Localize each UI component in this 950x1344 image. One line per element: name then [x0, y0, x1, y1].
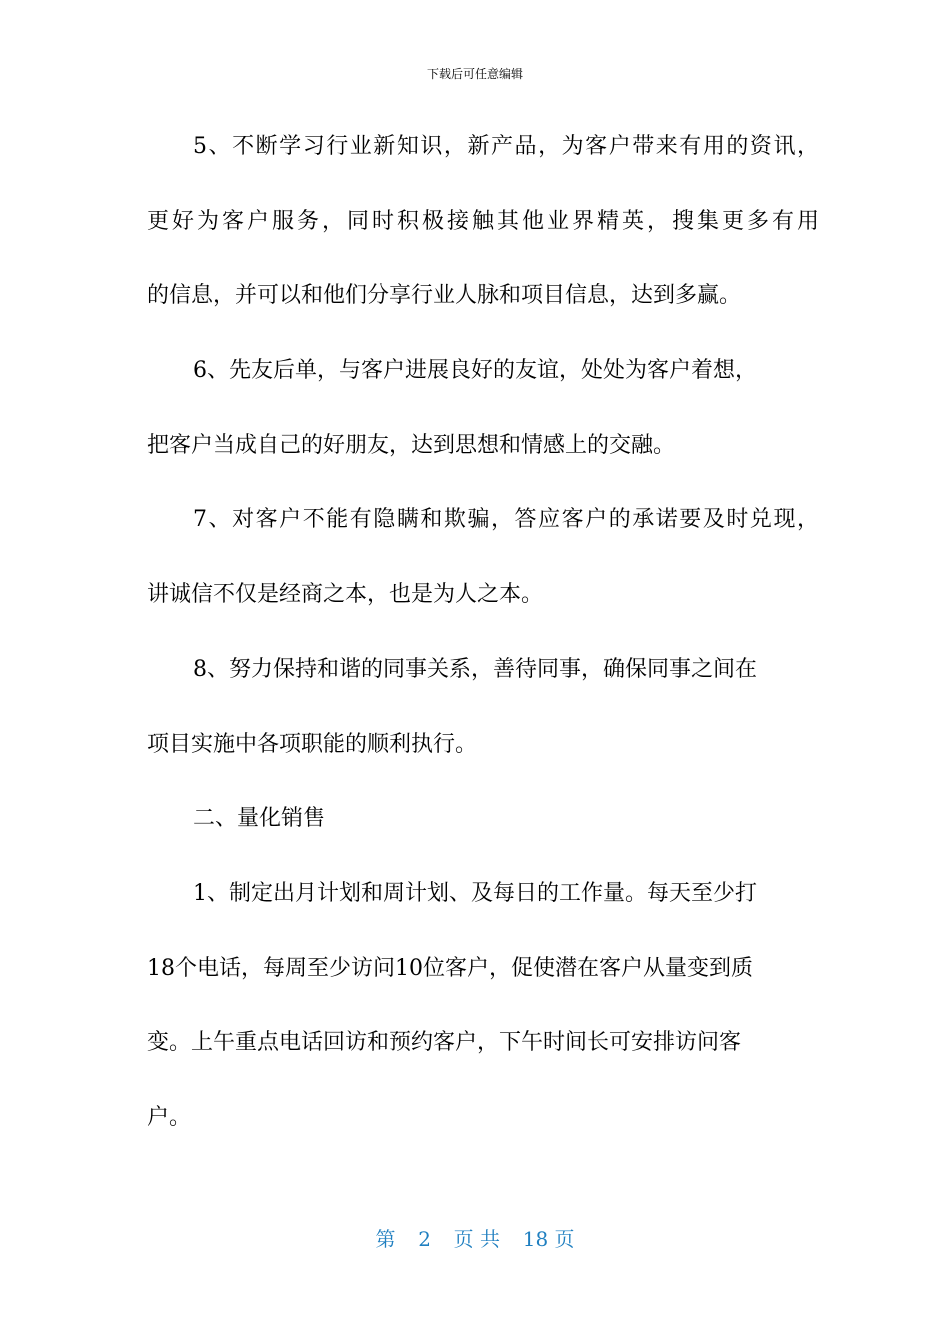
page-label-mid: 页 共 [453, 1227, 500, 1251]
paragraph-line: 项目实施中各项职能的顺利执行。 [147, 731, 478, 757]
page-label-prefix: 第 [375, 1227, 396, 1251]
paragraph-line: 讲诚信不仅是经商之本，也是为人之本。 [147, 582, 544, 608]
section-heading: 二、量化销售 [193, 806, 326, 832]
paragraph-line: 变。上午重点电话回访和预约客户，下午时间长可安排访问客 [147, 1030, 742, 1056]
paragraph-line: 把客户当成自己的好朋友，达到思想和情感上的交融。 [147, 432, 676, 458]
paragraph-line: 户。 [147, 1104, 192, 1130]
paragraph-line: 8、努力保持和谐的同事关系，善待同事，确保同事之间在 [193, 656, 757, 682]
paragraph-line: 6、先友后单，与客户进展良好的友谊，处处为客户着想， [193, 358, 757, 384]
paragraph-line: 5、不断学习行业新知识，新产品，为客户带来有用的资讯， [193, 134, 819, 159]
paragraph-line: 7、对客户不能有隐瞒和欺骗，答应客户的承诺要及时兑现， [193, 507, 819, 533]
paragraph-line: 18个电话，每周至少访问10位客户，促使潜在客户从量变到质 [147, 955, 753, 981]
paragraph-line: 更好为客户服务，同时积极接触其他业界精英，搜集更多有用 [147, 208, 819, 234]
total-pages-number: 18 [522, 1227, 549, 1251]
paragraph-line: 的信息，并可以和他们分享行业人脉和项目信息，达到多赢。 [147, 283, 742, 309]
body-text [147, 127, 819, 1173]
current-page-number: 2 [418, 1227, 431, 1251]
page-label-suffix: 页 [554, 1227, 575, 1251]
paragraph-line: 1、制定出月计划和周计划、及每日的工作量。每天至少打 [193, 880, 757, 906]
page-number-footer [0, 1226, 950, 1252]
header-note: 下载后可任意编辑 [426, 67, 523, 81]
